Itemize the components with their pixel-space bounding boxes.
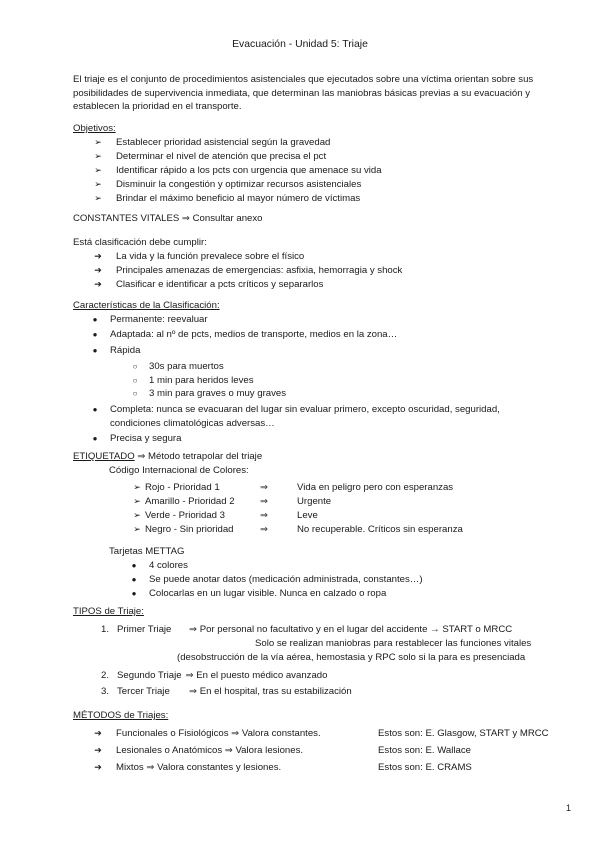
arrowhead-bullet-icon: ➢ (94, 150, 102, 161)
caracteristicas-section (73, 299, 500, 446)
arrowhead-bullet-icon: ➢ (94, 164, 102, 175)
arrowhead-bullet-icon: ➢ (133, 495, 141, 506)
list-item-continuation: condiciones climatológicas adversas… (110, 418, 275, 430)
list-item: ● Colocarlas en un lugar visible. Nunca en calzado o ropa (129, 587, 463, 601)
arrowhead-bullet-icon: ➢ (94, 178, 102, 189)
list-item: ● Rápida (90, 344, 500, 358)
circle-bullet-icon: ○ (132, 389, 138, 399)
dot-bullet-icon: ● (131, 561, 137, 571)
dot-bullet-icon: ● (92, 329, 98, 339)
arrow-bullet-icon: ➔ (94, 264, 102, 275)
etiquetado-heading-rest: ⇒ Método tetrapolar del triaje (134, 451, 263, 462)
clasificacion-section (73, 236, 402, 292)
arrow-bullet-icon: ➔ (94, 744, 102, 755)
arrow-bullet-icon: ➔ (94, 278, 102, 289)
tarjetas-label: Tarjetas METTAG (109, 546, 185, 558)
circle-bullet-icon: ○ (132, 375, 138, 385)
arrow-bullet-icon: ➔ (94, 727, 102, 738)
metodos-heading: MÉTODOS de Triajes: (73, 710, 169, 721)
list-item: ➔ Principales amenazas de emergencias: asfixia, hemorragia y shock (90, 264, 402, 278)
list-item: ➢ Disminuir la congestión y optimizar recursos asistenciales (90, 178, 382, 192)
implies-icon: ⇒ (260, 495, 269, 507)
dot-bullet-icon: ● (92, 345, 98, 355)
list-item: ➢ Brindar el máximo beneficio al mayor número de víctimas (90, 192, 382, 206)
list-item: ○ 3 min para graves o muy graves (130, 387, 500, 401)
page-title: Evacuación - Unidad 5: Triaje (232, 39, 368, 50)
arrowhead-bullet-icon: ➢ (133, 509, 141, 520)
primer-triaje-detail: (desobstrucción de la vía aérea, hemostasia y RPC solo si la para es presenciada (177, 651, 526, 663)
arrowhead-bullet-icon: ➢ (94, 192, 102, 203)
codigo-label: Código Internacional de Colores: (109, 464, 249, 476)
dot-bullet-icon: ● (131, 575, 137, 585)
color-row: ➢ Rojo - Prioridad 1 ⇒ Vida en peligro pero con esperanzas (129, 481, 463, 495)
list-item: ○ 30s para muertos (130, 360, 500, 374)
list-item: ➢ Determinar el nivel de atención que precisa el pct (90, 150, 382, 164)
etiquetado-heading-label: ETIQUETADO (73, 451, 135, 462)
constantes-line: CONSTANTES VITALES ⇒ Consultar anexo (73, 213, 263, 224)
primer-triaje-detail: Solo se realizan maniobras para restablecer las funciones vitales (255, 637, 532, 649)
list-item: ➢ Establecer prioridad asistencial según la gravedad (90, 136, 382, 150)
list-item: ➔ La vida y la función prevalece sobre el físico (90, 250, 402, 264)
arrowhead-bullet-icon: ➢ (133, 523, 141, 534)
list-item: ● Precisa y segura (90, 432, 500, 446)
etiquetado-section (73, 450, 463, 601)
list-item: 2. Segundo Triaje ⇒ En el puesto médico avanzado (100, 669, 328, 681)
dot-bullet-icon: ● (92, 405, 98, 415)
implies-icon: ⇒ (260, 523, 269, 535)
arrowhead-bullet-icon: ➢ (94, 136, 102, 147)
arrow-bullet-icon: ➔ (94, 761, 102, 772)
list-item: ● 4 colores (129, 559, 463, 573)
tipos-section (73, 605, 531, 698)
list-item: ➔ Clasificar e identificar a pcts críticos y separarlos (90, 278, 402, 292)
circle-bullet-icon: ○ (132, 361, 138, 371)
list-item: ➔ Funcionales o Fisiológicos ⇒ Valora constantes. Estos son: E. Glasgow, START y MRCC (90, 727, 549, 741)
list-item: 1. Primer Triaje ⇒ Por personal no facultativo y en el lugar del accidente → START o MRCC (100, 623, 513, 635)
arrow-bullet-icon: ➔ (94, 250, 102, 261)
arrowhead-bullet-icon: ➢ (133, 481, 141, 492)
list-item: ➢ Identificar rápido a los pcts con urgencia que amenace su vida (90, 164, 382, 178)
dot-bullet-icon: ● (92, 434, 98, 444)
color-row: ➢ Verde - Prioridad 3 ⇒ Leve (129, 509, 463, 523)
color-code-table (129, 481, 463, 537)
dot-bullet-icon: ● (92, 314, 98, 324)
list-item: ● Adaptada: al nº de pcts, medios de transporte, medios en la zona… (90, 328, 500, 342)
caracteristicas-heading: Características de la Clasificación: (73, 300, 220, 311)
list-item: ➔ Lesionales o Anatómicos ⇒ Valora lesiones. Estos son: E. Wallace (90, 744, 549, 758)
list-item: ○ 1 min para heridos leves (130, 374, 500, 388)
intro-paragraph: El triaje es el conjunto de procedimientos asistenciales que ejecutados sobre una víctima orientan sobre sus posibilidades de supervivencia inmediata, que determinan las maniobras básicas previas a su evacuación y establecen la prioridad en el transporte. (73, 74, 534, 113)
dot-bullet-icon: ● (131, 589, 137, 599)
list-item: ● Completa: nunca se evacuaran del lugar sin evaluar primero, excepto oscuridad, seguridad, (90, 403, 500, 417)
implies-icon: ⇒ (260, 509, 269, 521)
list-item: ➔ Mixtos ⇒ Valora constantes y lesiones. Estos son: E. CRAMS (90, 761, 549, 775)
objetivos-section (73, 122, 382, 205)
objetivos-heading: Objetivos: (73, 123, 116, 134)
color-row: ➢ Negro - Sin prioridad ⇒ No recuperable. Críticos sin esperanza (129, 523, 463, 537)
page-number: 1 (565, 803, 571, 813)
tipos-heading: TIPOS de Triaje: (73, 606, 144, 617)
color-row: ➢ Amarillo - Prioridad 2 ⇒ Urgente (129, 495, 463, 509)
list-item: 3. Tercer Triaje ⇒ En el hospital, tras su estabilización (100, 685, 352, 697)
clasificacion-heading: Está clasificación debe cumplir: (73, 237, 207, 248)
list-item: ● Permanente: reevaluar (90, 313, 500, 327)
metodos-section (73, 709, 549, 775)
list-item: ● Se puede anotar datos (medicación administrada, constantes…) (129, 573, 463, 587)
implies-icon: ⇒ (260, 481, 269, 493)
